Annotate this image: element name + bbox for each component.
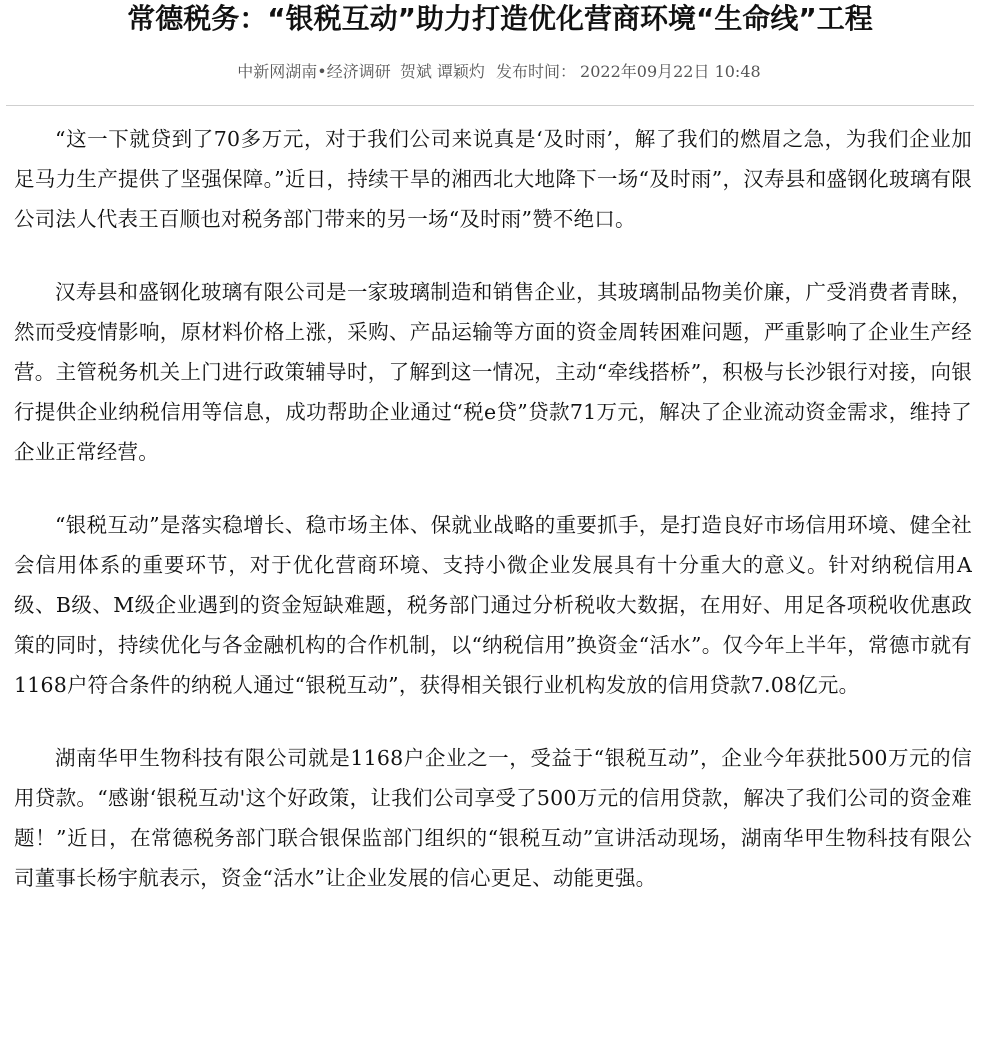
article-meta: [0, 62, 1000, 82]
paragraph: “这一下就贷到了70多万元，对于我们公司来说真是‘及时雨’，解了我们的燃眉之急，为我们企业加足马力生产提供了坚强保障。”近日，持续干旱的湘西北大地降下一场“及时雨”，汉寿县和盛钢化玻璃有限公司法人代表王百顺也对税务部门带来的另一场“及时雨”赞不绝口。: [14, 127, 972, 231]
paragraph: 湖南华甲生物科技有限公司就是1168户企业之一，受益于“银税互动”，企业今年获批500万元的信用贷款。“感谢‘银税互动'这个好政策，让我们公司享受了500万元的信用贷款，解决了我们公司的资金难题！”近日，在常德税务部门联合银保监部门组织的“银税互动”宣讲活动现场，湖南华甲生物科技有限公司董事长杨宇航表示，资金“活水”让企业发展的信心更足、动能更强。: [14, 746, 972, 890]
article-source: 中新网湖南•经济调研: [237, 62, 391, 81]
article-body: [14, 119, 972, 931]
paragraph: 汉寿县和盛钢化玻璃有限公司是一家玻璃制造和销售企业，其玻璃制品物美价廉，广受消费者青睐，然而受疫情影响，原材料价格上涨，采购、产品运输等方面的资金周转困难问题，严重影响了企业生产经营。主管税务机关上门进行政策辅导时，了解到这一情况，主动“牵线搭桥”，积极与长沙银行对接，向银行提供企业纳税信用等信息，成功帮助企业通过“税e贷”贷款71万元，解决了企业流动资金需求，维持了企业正常经营。: [14, 280, 972, 464]
article-authors: 贺斌 谭颖灼: [399, 62, 485, 81]
article-title: 常德税务：“银税互动”助力打造优化营商环境“生命线”工程: [127, 2, 873, 35]
header-divider: [6, 105, 974, 106]
publish-label: 发布时间：: [496, 62, 577, 81]
publish-time-value: 2022年09月22日 10:48: [580, 62, 761, 81]
paragraph: “银税互动”是落实稳增长、稳市场主体、保就业战略的重要抓手，是打造良好市场信用环境、健全社会信用体系的重要环节，对于优化营商环境、支持小微企业发展具有十分重大的意义。针对纳税信用A级、B级、M级企业遇到的资金短缺难题，税务部门通过分析税收大数据，在用好、用足各项税收优惠政策的同时，持续优化与各金融机构的合作机制，以“纳税信用”换资金“活水”。仅今年上半年，常德市就有1168户符合条件的纳税人通过“银税互动”，获得相关银行业机构发放的信用贷款7.08亿元。: [14, 513, 972, 697]
publish-time: [494, 62, 763, 81]
